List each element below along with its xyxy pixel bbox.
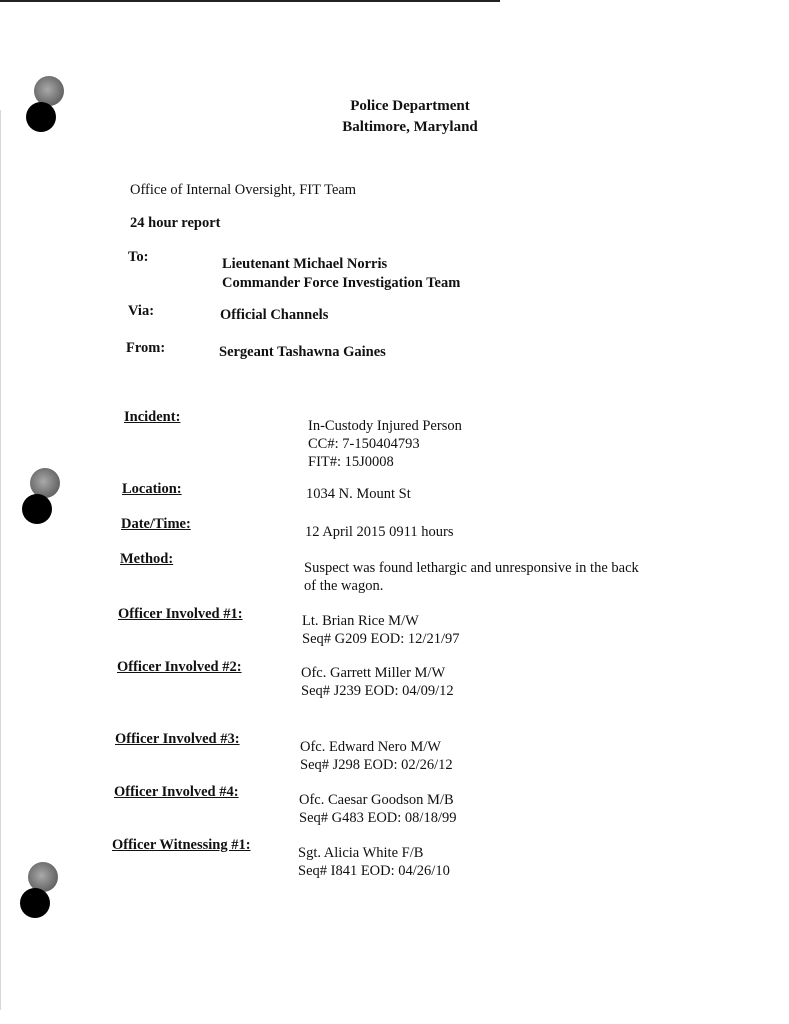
incident-fit-number: FIT#: 15J0008 — [308, 454, 394, 470]
department-city: Baltimore, Maryland — [342, 119, 478, 135]
via-label: Via: — [128, 303, 155, 319]
officer-involved-1-details — [302, 612, 459, 648]
officer-seq: Seq# I841 EOD: 04/26/10 — [298, 863, 450, 879]
punch-hole-icon — [22, 468, 66, 528]
officer-involved-2-details — [301, 664, 454, 700]
officer-seq: Seq# J298 EOD: 02/26/12 — [300, 757, 453, 773]
scan-top-rule — [0, 0, 500, 2]
officer-involved-4-details — [299, 791, 456, 827]
via-value: Official Channels — [220, 307, 329, 323]
officer-involved-1-label: Officer Involved #1: — [118, 606, 243, 622]
officer-involved-3-details — [300, 738, 453, 774]
incident-type: In-Custody Injured Person — [308, 418, 462, 434]
officer-witnessing-1-details — [298, 844, 450, 880]
punch-hole-icon — [26, 76, 70, 136]
to-recipient — [222, 255, 460, 293]
officer-name: Ofc. Garrett Miller M/W — [301, 665, 446, 681]
to-name: Lieutenant Michael Norris — [222, 256, 388, 272]
officer-name: Ofc. Edward Nero M/W — [300, 739, 441, 755]
officer-seq: Seq# J239 EOD: 04/09/12 — [301, 683, 454, 699]
method-line-1: Suspect was found lethargic and unresponsive in the back — [304, 560, 639, 576]
officer-name: Ofc. Caesar Goodson M/B — [299, 792, 454, 808]
location-value: 1034 N. Mount St — [306, 486, 411, 502]
officer-involved-2-label: Officer Involved #2: — [117, 659, 242, 675]
report-type: 24 hour report — [130, 215, 221, 231]
office-name: Office of Internal Oversight, FIT Team — [130, 182, 357, 198]
punch-hole-icon — [20, 862, 64, 922]
incident-label: Incident: — [124, 409, 181, 425]
to-title: Commander Force Investigation Team — [222, 275, 461, 291]
method-line-2: of the wagon. — [304, 578, 384, 594]
letterhead — [300, 96, 520, 138]
method-value — [304, 559, 639, 595]
location-label: Location: — [122, 481, 182, 497]
officer-seq: Seq# G209 EOD: 12/21/97 — [302, 631, 460, 647]
officer-involved-4-label: Officer Involved #4: — [114, 784, 239, 800]
datetime-value: 12 April 2015 0911 hours — [305, 524, 454, 540]
officer-involved-3-label: Officer Involved #3: — [115, 731, 240, 747]
method-label: Method: — [120, 551, 174, 567]
officer-seq: Seq# G483 EOD: 08/18/99 — [299, 810, 457, 826]
to-label: To: — [128, 249, 149, 265]
department-name: Police Department — [350, 98, 470, 114]
from-value: Sergeant Tashawna Gaines — [219, 344, 386, 360]
scan-left-edge — [0, 110, 1, 1010]
incident-details — [308, 417, 462, 471]
datetime-label: Date/Time: — [121, 516, 191, 532]
officer-name: Sgt. Alicia White F/B — [298, 845, 424, 861]
officer-name: Lt. Brian Rice M/W — [302, 613, 419, 629]
incident-cc-number: CC#: 7-150404793 — [308, 436, 420, 452]
from-label: From: — [126, 340, 166, 356]
officer-witnessing-1-label: Officer Witnessing #1: — [112, 837, 251, 853]
